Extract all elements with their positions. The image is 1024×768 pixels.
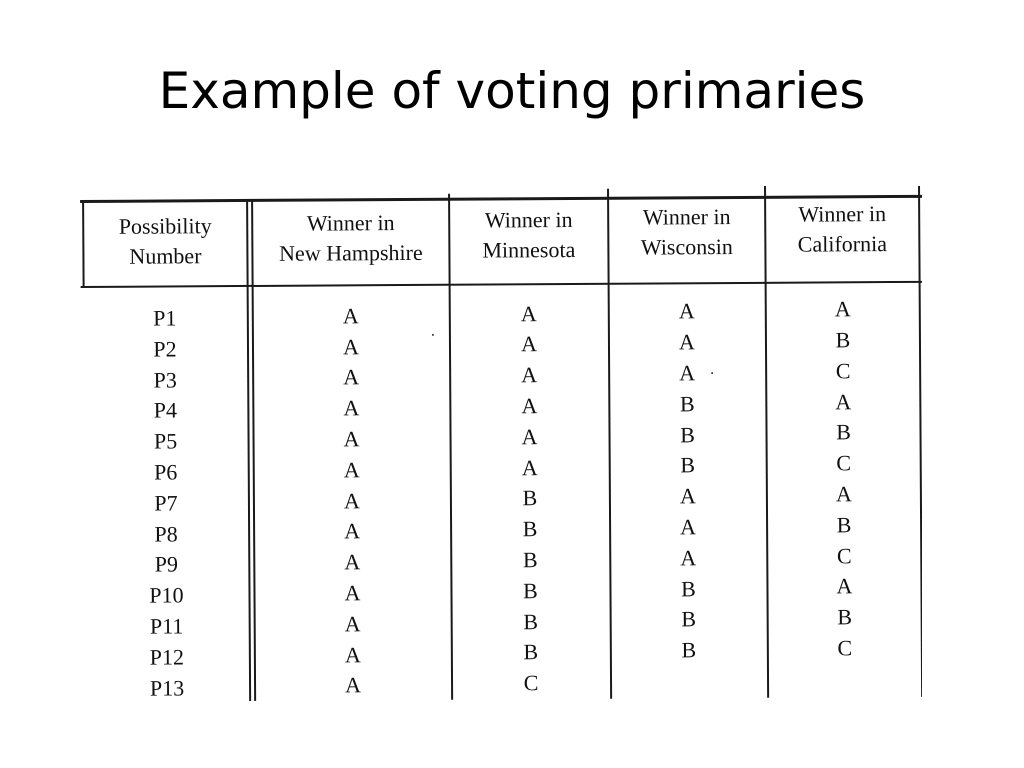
possibility-cell: P4 <box>153 397 178 423</box>
winner-cell: B <box>680 421 695 447</box>
header-line2: Wisconsin <box>640 234 733 260</box>
winner-cell: A <box>344 641 361 667</box>
header-line1: Winner in <box>798 201 887 227</box>
winner-cell: B <box>680 452 696 478</box>
winner-cell: A <box>678 329 695 355</box>
winner-cell: A <box>680 514 697 540</box>
winner-cell: B <box>835 327 851 353</box>
winner-cell: B <box>679 391 695 417</box>
winner-cell: C <box>837 635 853 661</box>
header-line1: Winner in <box>306 210 395 236</box>
possibility-cell: P11 <box>149 613 184 639</box>
possibility-cell: P13 <box>149 674 185 701</box>
winner-cell: B <box>522 547 538 573</box>
winner-cell: A <box>342 333 359 359</box>
header-possibility-number <box>84 211 246 272</box>
winner-cell: A <box>835 388 852 414</box>
col-divider-2 <box>448 194 453 700</box>
winner-cell: A <box>836 573 853 599</box>
possibility-cell: P5 <box>153 428 178 454</box>
winner-cell: B <box>523 578 538 604</box>
winner-cell: A <box>344 549 361 575</box>
winner-cell: B <box>681 637 697 663</box>
winner-cell: A <box>834 296 851 322</box>
winner-cell: A <box>345 672 362 698</box>
col-divider-3 <box>607 189 612 699</box>
header-minnesota <box>450 205 607 266</box>
winner-cell: B <box>681 575 696 601</box>
winner-cell: A <box>679 360 696 386</box>
winner-cell: C <box>835 358 851 384</box>
winner-cell: A <box>680 545 697 571</box>
possibility-cell: P9 <box>154 551 179 577</box>
possibility-cell: P1 <box>153 305 177 331</box>
header-wisconsin <box>609 202 764 263</box>
header-line1: Winner in <box>642 204 731 230</box>
header-line2: Minnesota <box>482 236 576 263</box>
double-divider-b <box>251 199 256 701</box>
scan-speck <box>432 334 434 336</box>
header-line2: New Hampshire <box>279 239 423 266</box>
possibility-cell: P7 <box>154 490 178 516</box>
possibility-cell: P12 <box>149 644 185 670</box>
winner-cell: B <box>523 608 539 634</box>
winner-cell: A <box>343 487 360 513</box>
winner-cell: A <box>678 298 695 324</box>
table-right-border <box>918 186 922 697</box>
winner-cell: A <box>521 454 538 480</box>
slide-title: Example of voting primaries <box>158 62 866 120</box>
header-bottom-border <box>81 281 922 288</box>
winner-cell: A <box>343 395 360 421</box>
winner-cell: A <box>520 331 537 357</box>
header-california <box>766 199 918 260</box>
header-line2: Number <box>129 243 202 269</box>
winner-cell: A <box>344 611 361 637</box>
header-line2: California <box>797 231 888 257</box>
winner-cell <box>785 664 905 695</box>
header-new-hampshire <box>253 208 448 269</box>
winner-cell: C <box>523 670 539 696</box>
possibility-cell: P6 <box>154 459 178 485</box>
winner-cell: B <box>681 606 697 632</box>
winner-cell: A <box>343 457 360 483</box>
winner-cell: B <box>837 604 853 630</box>
winner-cell: A <box>344 580 361 606</box>
winner-cell: A <box>521 393 538 419</box>
winner-cell: B <box>522 485 538 511</box>
winner-cell: A <box>342 303 359 329</box>
possibility-cell: P3 <box>153 367 177 393</box>
possibility-cell: P8 <box>154 521 178 547</box>
scanned-table-image <box>80 186 922 702</box>
winner-cell: A <box>521 362 538 388</box>
header-line1: Possibility <box>118 213 212 239</box>
winner-cell: A <box>343 426 360 452</box>
possibility-cell: P10 <box>149 582 184 608</box>
winner-cell: B <box>522 516 538 542</box>
voting-table <box>80 186 922 702</box>
possibility-cell: P2 <box>153 336 177 362</box>
winner-cell: A <box>344 518 361 544</box>
winner-cell: A <box>835 481 852 507</box>
header-line1: Winner in <box>484 206 573 233</box>
winner-cell: B <box>836 419 851 445</box>
winner-cell: B <box>836 512 852 538</box>
winner-cell: C <box>836 542 852 568</box>
winner-cell: C <box>836 450 852 476</box>
winner-cell: B <box>523 639 539 665</box>
col-divider-4 <box>764 186 769 698</box>
winner-cell: A <box>343 364 360 390</box>
winner-cell: A <box>521 424 538 450</box>
winner-cell: A <box>520 300 537 326</box>
winner-cell: A <box>679 483 696 509</box>
double-divider-a <box>246 199 251 701</box>
winner-cell <box>629 666 749 697</box>
